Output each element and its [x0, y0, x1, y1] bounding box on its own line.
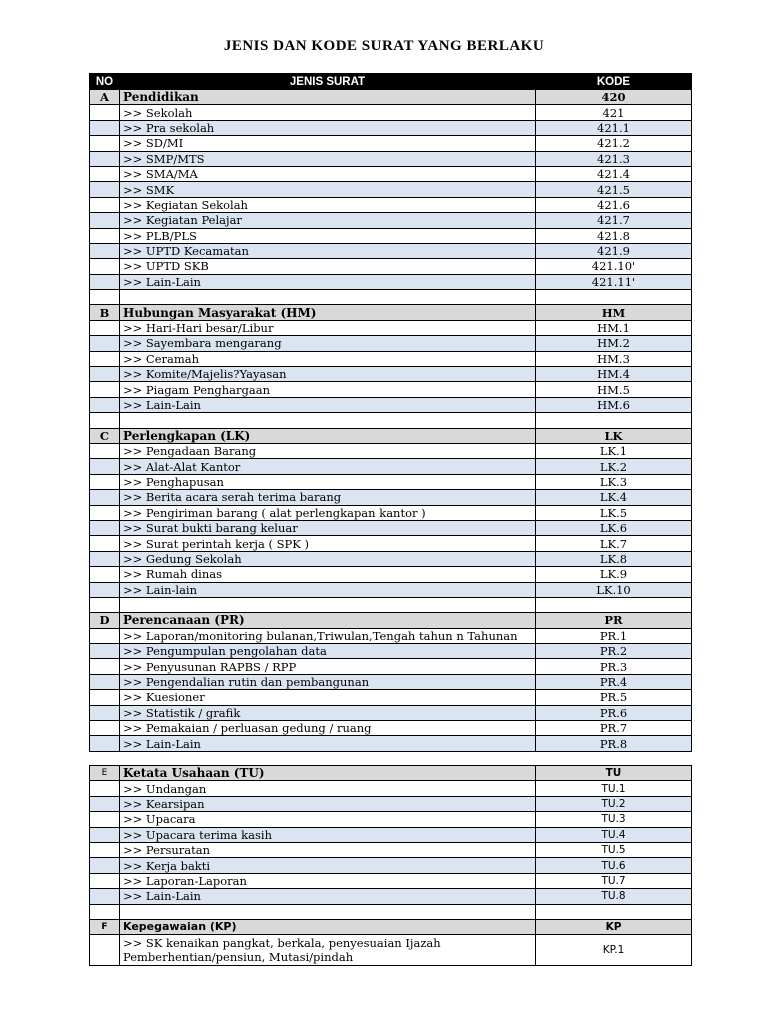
- row-jenis: >> SMP/MTS: [120, 151, 536, 166]
- row-jenis: >> Laporan/monitoring bulanan,Triwulan,Tengah tahun n Tahunan: [120, 628, 536, 643]
- spacer-cell: [90, 290, 120, 305]
- row-no: [90, 243, 120, 258]
- row-kode: 421.1: [536, 120, 692, 135]
- table-row: [90, 120, 692, 135]
- row-kode: PR.3: [536, 659, 692, 674]
- row-no: [90, 659, 120, 674]
- section-code: 420: [536, 90, 692, 105]
- row-no: [90, 474, 120, 489]
- section-letter: E: [90, 766, 120, 781]
- row-kode: 421.3: [536, 151, 692, 166]
- table-row: [90, 136, 692, 151]
- row-jenis: >> Surat perintah kerja ( SPK ): [120, 536, 536, 551]
- row-no: [90, 136, 120, 151]
- spacer-cell: [536, 904, 692, 919]
- table-row: [90, 705, 692, 720]
- row-kode: LK.6: [536, 520, 692, 535]
- table-row: [90, 259, 692, 274]
- row-no: [90, 151, 120, 166]
- row-no: [90, 120, 120, 135]
- spacer-cell: [120, 413, 536, 428]
- table-row: [90, 459, 692, 474]
- section-row: [90, 766, 692, 781]
- section-name: Ketata Usahaan (TU): [120, 766, 536, 781]
- section-code: KP: [536, 919, 692, 934]
- section-row: [90, 428, 692, 443]
- table-row: [90, 842, 692, 857]
- row-jenis: >> Lain-lain: [120, 582, 536, 597]
- row-no: [90, 520, 120, 535]
- row-jenis: >> Lain-Lain: [120, 397, 536, 412]
- table-row: [90, 736, 692, 751]
- spacer-cell: [536, 290, 692, 305]
- row-no: [90, 736, 120, 751]
- row-kode: 421.6: [536, 197, 692, 212]
- header-jenis-surat: JENIS SURAT: [120, 74, 536, 90]
- row-kode: 421.5: [536, 182, 692, 197]
- row-no: [90, 796, 120, 811]
- table-row: [90, 628, 692, 643]
- row-jenis: >> Sekolah: [120, 105, 536, 120]
- table-row: [90, 243, 692, 258]
- table-row: [90, 151, 692, 166]
- row-no: [90, 644, 120, 659]
- section-name: Perlengkapan (LK): [120, 428, 536, 443]
- table-row: [90, 690, 692, 705]
- table-header-row: [90, 74, 692, 90]
- table-row: [90, 582, 692, 597]
- section-letter: B: [90, 305, 120, 320]
- row-kode: TU.4: [536, 827, 692, 842]
- row-kode: TU.2: [536, 796, 692, 811]
- spacer-row: [90, 904, 692, 919]
- row-no: [90, 105, 120, 120]
- section-name: Hubungan Masyarakat (HM): [120, 305, 536, 320]
- table-row: [90, 397, 692, 412]
- row-kode: KP.1: [536, 935, 692, 966]
- section-letter: D: [90, 613, 120, 628]
- section-row: [90, 305, 692, 320]
- table-row: [90, 935, 692, 966]
- row-no: [90, 351, 120, 366]
- row-kode: 421: [536, 105, 692, 120]
- row-kode: LK.3: [536, 474, 692, 489]
- row-no: [90, 935, 120, 966]
- row-jenis: >> SMA/MA: [120, 166, 536, 181]
- row-jenis: >> Lain-Lain: [120, 274, 536, 289]
- row-jenis: >> Ceramah: [120, 351, 536, 366]
- table-row: [90, 505, 692, 520]
- row-no: [90, 705, 120, 720]
- row-kode: 421.2: [536, 136, 692, 151]
- row-no: [90, 228, 120, 243]
- row-jenis: >> Kerja bakti: [120, 858, 536, 873]
- row-no: [90, 582, 120, 597]
- row-no: [90, 536, 120, 551]
- row-kode: 421.10': [536, 259, 692, 274]
- row-no: [90, 505, 120, 520]
- table-row: [90, 889, 692, 904]
- row-no: [90, 182, 120, 197]
- row-jenis: >> UPTD SKB: [120, 259, 536, 274]
- row-jenis: >> Kegiatan Pelajar: [120, 213, 536, 228]
- row-jenis: >> Statistik / grafik: [120, 705, 536, 720]
- row-no: [90, 166, 120, 181]
- table-row: [90, 858, 692, 873]
- row-kode: TU.8: [536, 889, 692, 904]
- row-no: [90, 367, 120, 382]
- row-kode: 421.9: [536, 243, 692, 258]
- row-no: [90, 842, 120, 857]
- row-no: [90, 889, 120, 904]
- row-no: [90, 628, 120, 643]
- row-no: [90, 567, 120, 582]
- row-jenis: >> SK kenaikan pangkat, berkala, penyesuaian Ijazah Pemberhentian/pensiun, Mutasi/pindah: [120, 935, 536, 966]
- row-jenis: >> Gedung Sekolah: [120, 551, 536, 566]
- row-no: [90, 197, 120, 212]
- table-row: [90, 336, 692, 351]
- row-no: [90, 690, 120, 705]
- spacer-cell: [536, 413, 692, 428]
- table-row: [90, 367, 692, 382]
- table-row: [90, 197, 692, 212]
- section-name: Kepegawaian (KP): [120, 919, 536, 934]
- row-kode: HM.2: [536, 336, 692, 351]
- row-kode: TU.7: [536, 873, 692, 888]
- row-jenis: >> Undangan: [120, 781, 536, 796]
- spacer-cell: [536, 597, 692, 612]
- row-kode: PR.6: [536, 705, 692, 720]
- table-row: [90, 873, 692, 888]
- spacer-row: [90, 290, 692, 305]
- row-kode: 421.4: [536, 166, 692, 181]
- row-no: [90, 274, 120, 289]
- section-row: [90, 613, 692, 628]
- row-no: [90, 827, 120, 842]
- table-row: [90, 812, 692, 827]
- row-kode: PR.4: [536, 674, 692, 689]
- row-jenis: >> Kuesioner: [120, 690, 536, 705]
- row-no: [90, 336, 120, 351]
- row-jenis: >> Berita acara serah terima barang: [120, 490, 536, 505]
- section-row: [90, 90, 692, 105]
- table-row: [90, 274, 692, 289]
- row-no: [90, 781, 120, 796]
- spacer-cell: [90, 413, 120, 428]
- header-kode: KODE: [536, 74, 692, 90]
- spacer-cell: [120, 904, 536, 919]
- table-row: [90, 474, 692, 489]
- row-kode: TU.6: [536, 858, 692, 873]
- row-jenis: >> Upacara: [120, 812, 536, 827]
- table-row: [90, 228, 692, 243]
- row-no: [90, 459, 120, 474]
- row-no: [90, 551, 120, 566]
- row-jenis: >> Sayembara mengarang: [120, 336, 536, 351]
- row-kode: 421.11': [536, 274, 692, 289]
- row-kode: LK.1: [536, 443, 692, 458]
- row-kode: TU.3: [536, 812, 692, 827]
- row-jenis: >> SD/MI: [120, 136, 536, 151]
- row-jenis: >> Laporan-Laporan: [120, 873, 536, 888]
- table-row: [90, 213, 692, 228]
- row-no: [90, 873, 120, 888]
- table-row: [90, 567, 692, 582]
- row-jenis: >> Piagam Penghargaan: [120, 382, 536, 397]
- row-kode: PR.5: [536, 690, 692, 705]
- section-name: Perencanaan (PR): [120, 613, 536, 628]
- row-kode: LK.5: [536, 505, 692, 520]
- section-code: LK: [536, 428, 692, 443]
- table-row: [90, 796, 692, 811]
- row-jenis: >> Penyusunan RAPBS / RPP: [120, 659, 536, 674]
- row-no: [90, 213, 120, 228]
- row-jenis: >> Rumah dinas: [120, 567, 536, 582]
- table-row: [90, 659, 692, 674]
- table-row: [90, 182, 692, 197]
- row-jenis: >> Komite/Majelis?Yayasan: [120, 367, 536, 382]
- section-code: TU: [536, 766, 692, 781]
- table-row: [90, 536, 692, 551]
- row-jenis: >> Persuratan: [120, 842, 536, 857]
- row-jenis: >> Alat-Alat Kantor: [120, 459, 536, 474]
- row-jenis: >> Pengendalian rutin dan pembangunan: [120, 674, 536, 689]
- table-row: [90, 520, 692, 535]
- row-no: [90, 259, 120, 274]
- row-kode: LK.2: [536, 459, 692, 474]
- table-row: [90, 781, 692, 796]
- spacer-cell: [120, 597, 536, 612]
- header-no: NO: [90, 74, 120, 90]
- row-jenis: >> Surat bukti barang keluar: [120, 520, 536, 535]
- table-row: [90, 351, 692, 366]
- row-no: [90, 320, 120, 335]
- table-row: [90, 644, 692, 659]
- section-letter: F: [90, 919, 120, 934]
- spacer-cell: [120, 290, 536, 305]
- row-jenis: >> Pra sekolah: [120, 120, 536, 135]
- table-row: [90, 551, 692, 566]
- spacer-row: [90, 597, 692, 612]
- row-kode: LK.7: [536, 536, 692, 551]
- row-jenis: >> UPTD Kecamatan: [120, 243, 536, 258]
- row-kode: LK.8: [536, 551, 692, 566]
- row-kode: LK.9: [536, 567, 692, 582]
- document-title: JENIS DAN KODE SURAT YANG BERLAKU: [223, 38, 545, 54]
- row-kode: PR.7: [536, 721, 692, 736]
- section-letter: A: [90, 90, 120, 105]
- row-kode: PR.1: [536, 628, 692, 643]
- table-row: [90, 105, 692, 120]
- table-row: [90, 382, 692, 397]
- row-kode: HM.5: [536, 382, 692, 397]
- row-jenis: >> Kearsipan: [120, 796, 536, 811]
- section-name: Pendidikan: [120, 90, 536, 105]
- row-jenis: >> Lain-Lain: [120, 736, 536, 751]
- table-row: [90, 166, 692, 181]
- row-kode: 421.7: [536, 213, 692, 228]
- table-row: [90, 721, 692, 736]
- row-no: [90, 443, 120, 458]
- table-row: [90, 490, 692, 505]
- row-jenis: >> Hari-Hari besar/Libur: [120, 320, 536, 335]
- code-table-part-2: [89, 765, 692, 966]
- row-jenis: >> Pengadaan Barang: [120, 443, 536, 458]
- row-jenis: >> Kegiatan Sekolah: [120, 197, 536, 212]
- spacer-cell: [90, 597, 120, 612]
- row-kode: HM.4: [536, 367, 692, 382]
- row-no: [90, 812, 120, 827]
- row-kode: LK.10: [536, 582, 692, 597]
- row-kode: 421.8: [536, 228, 692, 243]
- row-jenis: >> SMK: [120, 182, 536, 197]
- section-code: PR: [536, 613, 692, 628]
- row-jenis: >> Upacara terima kasih: [120, 827, 536, 842]
- row-no: [90, 382, 120, 397]
- row-kode: PR.8: [536, 736, 692, 751]
- row-no: [90, 674, 120, 689]
- table-row: [90, 320, 692, 335]
- row-kode: PR.2: [536, 644, 692, 659]
- row-jenis: >> Pengumpulan pengolahan data: [120, 644, 536, 659]
- code-table-part-1: [89, 73, 692, 752]
- table-row: [90, 674, 692, 689]
- row-kode: LK.4: [536, 490, 692, 505]
- spacer-cell: [90, 904, 120, 919]
- row-jenis: >> Penghapusan: [120, 474, 536, 489]
- row-no: [90, 721, 120, 736]
- row-kode: HM.6: [536, 397, 692, 412]
- row-no: [90, 490, 120, 505]
- spacer-row: [90, 413, 692, 428]
- row-jenis: >> Pemakaian / perluasan gedung / ruang: [120, 721, 536, 736]
- table-row: [90, 443, 692, 458]
- row-kode: TU.5: [536, 842, 692, 857]
- row-kode: HM.1: [536, 320, 692, 335]
- row-no: [90, 397, 120, 412]
- row-jenis: >> Lain-Lain: [120, 889, 536, 904]
- section-row: [90, 919, 692, 934]
- row-no: [90, 858, 120, 873]
- row-kode: HM.3: [536, 351, 692, 366]
- table-row: [90, 827, 692, 842]
- row-jenis: >> PLB/PLS: [120, 228, 536, 243]
- row-kode: TU.1: [536, 781, 692, 796]
- section-code: HM: [536, 305, 692, 320]
- section-letter: C: [90, 428, 120, 443]
- row-jenis: >> Pengiriman barang ( alat perlengkapan kantor ): [120, 505, 536, 520]
